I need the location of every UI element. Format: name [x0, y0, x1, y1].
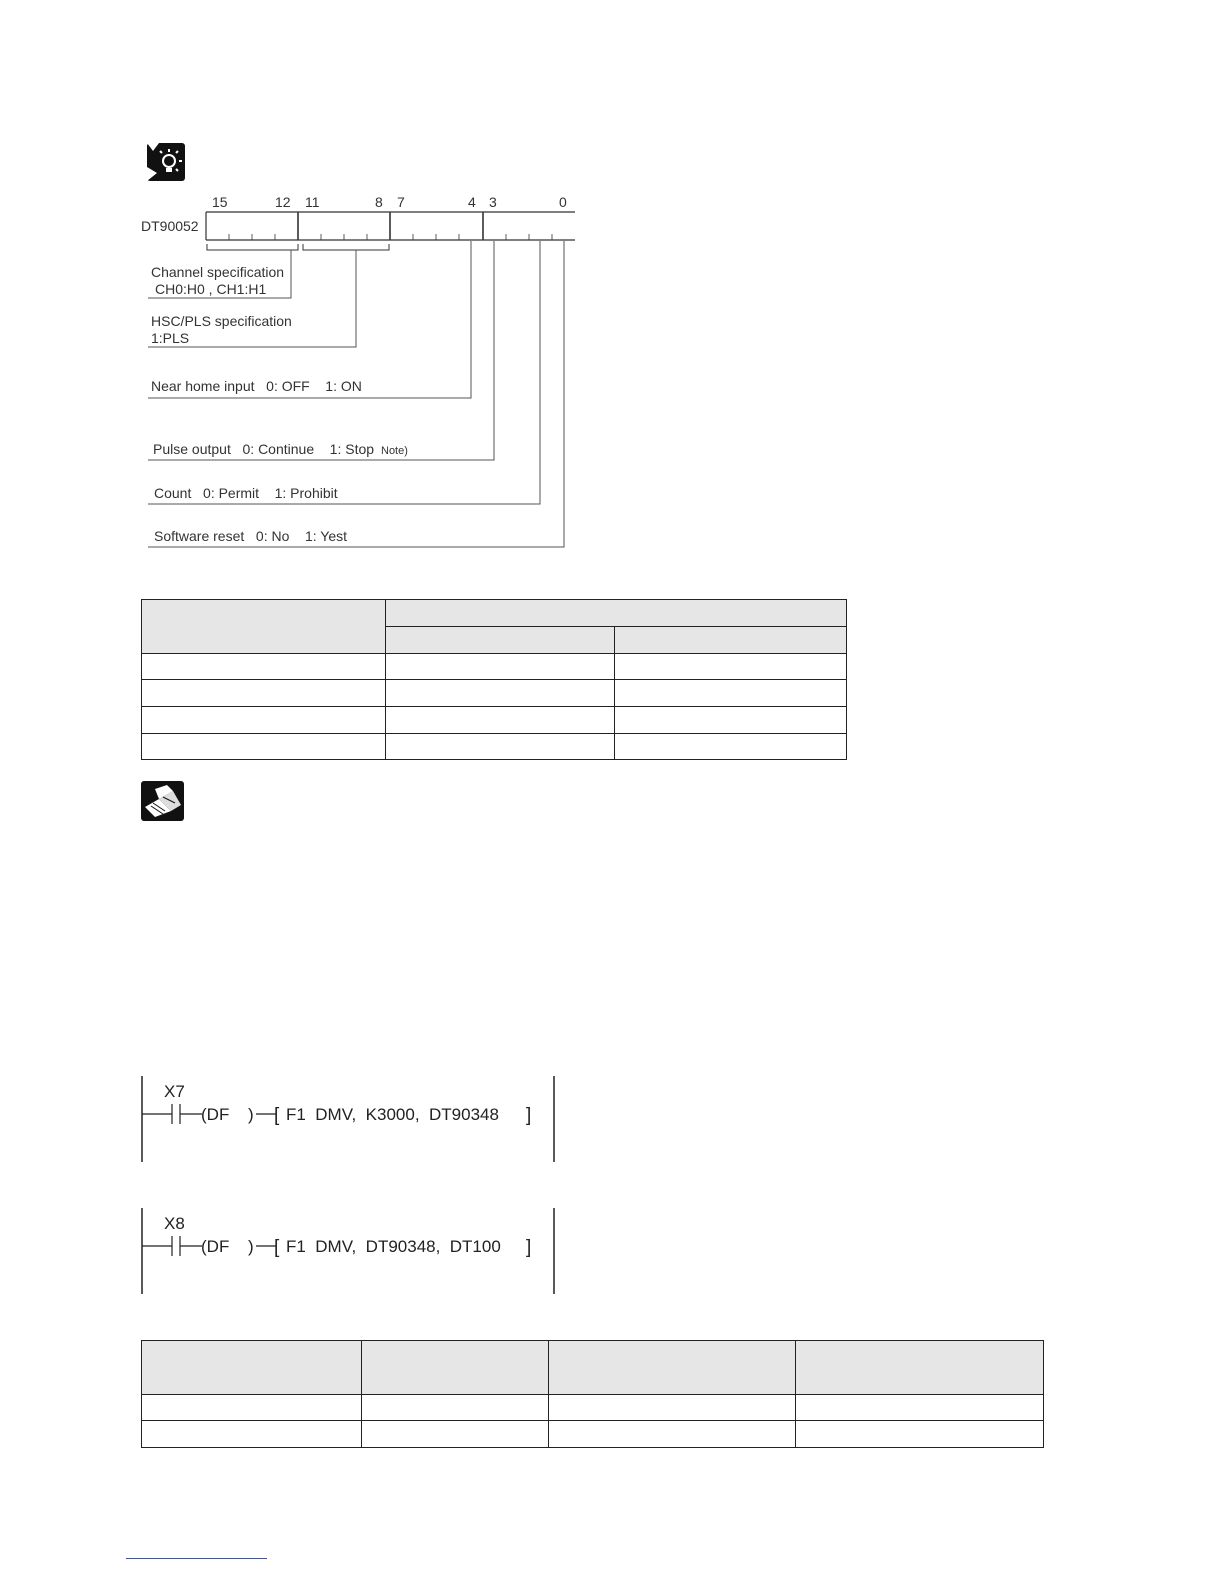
- table-header-cell: [361, 1341, 548, 1395]
- ladder-rung-x7: [130, 1070, 570, 1170]
- instruction-text: F1 DMV, K3000, DT90348: [286, 1105, 499, 1124]
- register-label: DT90052: [141, 218, 199, 234]
- lightbulb-hint-icon: [147, 143, 185, 181]
- table-cell: [361, 1421, 548, 1448]
- table-cell: [142, 1421, 362, 1448]
- bit-label: 8: [375, 194, 383, 210]
- contact-label: X7: [164, 1082, 185, 1101]
- table-header-cell: [142, 600, 386, 654]
- table-2: [141, 1340, 1044, 1448]
- footnote-separator: [126, 1558, 267, 1559]
- callout-channel-spec: Channel specification: [151, 264, 285, 280]
- table-row: [142, 1421, 1044, 1448]
- table-cell: [615, 680, 847, 707]
- book-reference-icon: [141, 781, 184, 821]
- df-function: (DF: [201, 1105, 230, 1124]
- instruction-close: ]: [526, 1237, 532, 1258]
- bit-label: 3: [489, 194, 497, 210]
- callout-count: Count 0: Permit 1: Prohibit: [154, 485, 338, 501]
- df-function: (DF: [201, 1237, 230, 1256]
- bit-label: 7: [397, 194, 405, 210]
- bit-register-diagram: [0, 185, 600, 555]
- table-cell: [615, 654, 847, 680]
- table-header-cell: [796, 1341, 1044, 1395]
- callout-software-reset: Software reset 0: No 1: Yest: [154, 528, 347, 544]
- table-cell: [142, 734, 386, 760]
- bit-label: 4: [468, 194, 476, 210]
- bit-label: 11: [305, 194, 320, 210]
- register-box: [206, 212, 575, 240]
- bit-label: 15: [212, 194, 228, 210]
- df-close: ): [248, 1237, 254, 1256]
- table-cell: [796, 1421, 1044, 1448]
- table-cell: [361, 1395, 548, 1421]
- df-close: ): [248, 1105, 254, 1124]
- ladder-rung-x8: [130, 1202, 570, 1302]
- bit-label: 0: [559, 194, 567, 210]
- table-row: [142, 707, 847, 734]
- table-cell: [142, 707, 386, 734]
- instruction-open: [: [274, 1105, 280, 1126]
- instruction-open: [: [274, 1237, 280, 1258]
- callout-hsc-pls-values: 1:PLS: [151, 330, 190, 346]
- contact-label: X8: [164, 1214, 185, 1233]
- table-header-cell: [385, 600, 846, 627]
- callout-note: Note): [381, 445, 408, 457]
- table-cell: [548, 1395, 796, 1421]
- table-cell: [385, 654, 615, 680]
- callout-hsc-pls-spec: HSC/PLS specification: [151, 313, 292, 329]
- table-cell: [385, 734, 615, 760]
- callout-near-home-input: Near home input 0: OFF 1: ON: [151, 378, 362, 394]
- table-header-cell: [615, 627, 847, 654]
- table-row: [142, 654, 847, 680]
- table-cell: [615, 734, 847, 760]
- table-cell: [142, 1395, 362, 1421]
- table-cell: [615, 707, 847, 734]
- instruction-close: ]: [526, 1105, 532, 1126]
- callout-pulse-output: Pulse output 0: Continue 1: Stop: [153, 441, 375, 457]
- table-cell: [548, 1421, 796, 1448]
- table-cell: [142, 654, 386, 680]
- table-row: [142, 680, 847, 707]
- table-row: [142, 734, 847, 760]
- table-1: [141, 599, 847, 760]
- table-cell: [385, 680, 615, 707]
- table-cell: [142, 680, 386, 707]
- bit-label: 12: [275, 194, 291, 210]
- table-cell: [385, 707, 615, 734]
- table-cell: [796, 1395, 1044, 1421]
- table-header-cell: [385, 627, 615, 654]
- table-header-cell: [548, 1341, 796, 1395]
- table-header-cell: [142, 1341, 362, 1395]
- callout-channel-spec-values: CH0:H0 , CH1:H1: [155, 281, 267, 297]
- instruction-text: F1 DMV, DT90348, DT100: [286, 1237, 501, 1256]
- table-row: [142, 1395, 1044, 1421]
